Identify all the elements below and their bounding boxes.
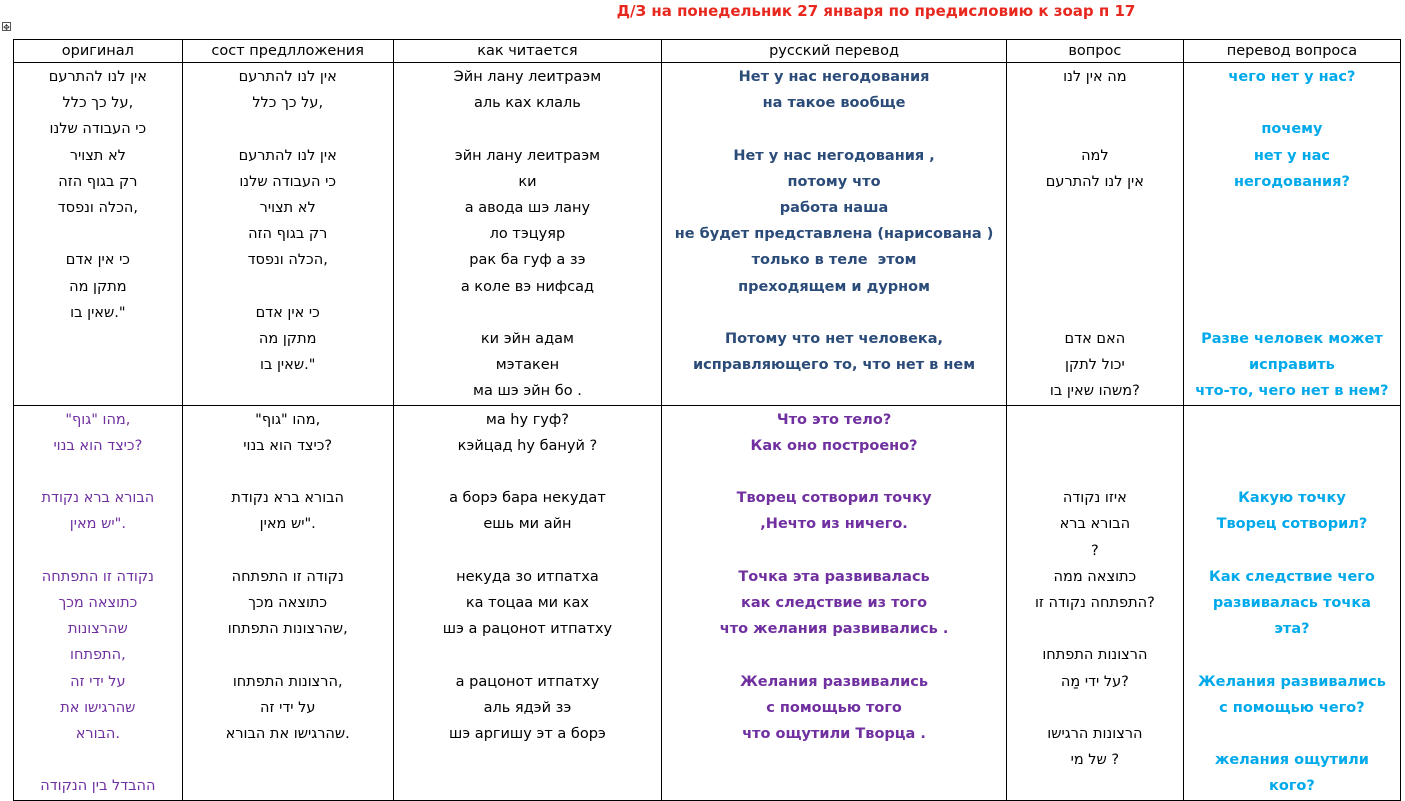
cell-line: не будет представлена (нарисована ) bbox=[674, 226, 994, 243]
cell-line: שהרצונות התפתחו, bbox=[227, 621, 348, 638]
cell-line: שהרגישו את הבורא. bbox=[225, 726, 350, 742]
cell-line: только в теле этом bbox=[751, 252, 917, 269]
cell-line: эта? bbox=[1274, 621, 1310, 638]
cell-line bbox=[1007, 274, 1183, 300]
cell-line: аль ках клаль bbox=[473, 95, 581, 112]
cell-line bbox=[14, 221, 182, 247]
cell-line: הרצונות התפתחו, bbox=[232, 673, 343, 690]
cell-original[interactable] bbox=[14, 405, 183, 800]
cell-line: יש מאין". bbox=[69, 516, 126, 533]
cell-line: ма шэ эйн бо . bbox=[473, 383, 582, 400]
cell-line: "מהו "גוף, bbox=[255, 411, 321, 428]
cell-line: כי אין אדם bbox=[65, 252, 130, 269]
cell-line bbox=[14, 538, 182, 564]
header-original: оригинал bbox=[14, 40, 183, 63]
cell-line: а рацонот итпатху bbox=[455, 673, 600, 690]
cell-line bbox=[1007, 195, 1183, 221]
header-translation: русский перевод bbox=[662, 40, 1007, 63]
cell-line: кого? bbox=[1269, 778, 1315, 795]
cell-line: а коле вэ нифсад bbox=[460, 278, 595, 295]
cell-line: הבורא ברא נקודת bbox=[231, 490, 345, 507]
header-reading: как читается bbox=[393, 40, 662, 63]
cell-line: ההבדל בין הנקודה bbox=[40, 778, 156, 795]
cell-line: Какую точку bbox=[1238, 490, 1346, 507]
cell-line bbox=[1184, 538, 1400, 564]
cell-line bbox=[662, 116, 1006, 142]
cell-line: מתקן מה bbox=[258, 331, 317, 347]
cell-line: לא תצויר bbox=[69, 147, 126, 164]
cell-line: אין לנו להתרעם bbox=[238, 147, 337, 164]
cell-structure[interactable] bbox=[182, 405, 393, 800]
cell-line: הרצונות התפתחו bbox=[1042, 647, 1148, 664]
cell-line bbox=[1184, 274, 1400, 300]
cell-line: ешь ми айн bbox=[483, 516, 572, 533]
table-row bbox=[14, 405, 1401, 800]
cell-line bbox=[1184, 459, 1400, 485]
cell-line: Творец сотворил? bbox=[1216, 516, 1368, 533]
cell-line: כי העבודה שלנו bbox=[239, 173, 337, 190]
page-title: Д/З на понедельник 27 января по предисловию к зоар п 17 bbox=[616, 2, 1136, 20]
cell-line: ки bbox=[518, 173, 537, 190]
cell-line: לא תצויר bbox=[259, 200, 316, 216]
cell-line bbox=[1184, 195, 1400, 221]
cell-line: эйн лану леитраэм bbox=[454, 147, 601, 164]
cell-line: Творец сотворил точку bbox=[736, 490, 932, 507]
cell-line: יכול לתקן bbox=[1065, 357, 1125, 374]
cell-line bbox=[1184, 433, 1400, 459]
cell-line bbox=[1007, 695, 1183, 721]
cell-line: שהרגישו את bbox=[60, 699, 136, 716]
cell-line: Как оно построено? bbox=[750, 437, 918, 454]
cell-line bbox=[1184, 407, 1400, 433]
cell-line bbox=[1184, 90, 1400, 116]
cell-line: הבורא ברא bbox=[1059, 516, 1131, 533]
cell-line bbox=[14, 459, 182, 485]
cell-line: של מי ? bbox=[1070, 752, 1120, 769]
cell-line bbox=[1007, 616, 1183, 642]
cell-line: כי העבודה שלנו bbox=[49, 121, 147, 138]
cell-question-translation[interactable] bbox=[1183, 405, 1400, 800]
cell-line: מתקן מה bbox=[69, 278, 127, 295]
cell-line bbox=[1184, 721, 1400, 747]
cell-line: על כך כלל, bbox=[252, 95, 324, 112]
cell-translation[interactable] bbox=[662, 63, 1007, 406]
header-question: вопрос bbox=[1006, 40, 1183, 63]
cell-line bbox=[394, 116, 662, 142]
cell-line bbox=[1007, 459, 1183, 485]
cell-line: על ידי זה bbox=[259, 699, 316, 716]
cell-line: מה אין לנו bbox=[1063, 69, 1127, 85]
cell-line: על ידי זה bbox=[70, 673, 126, 690]
cell-line: что желания развивались . bbox=[719, 621, 949, 638]
cell-line: негодования? bbox=[1233, 173, 1350, 190]
cell-line: משהו שאין בו? bbox=[1049, 383, 1140, 400]
cell-line: הבורא. bbox=[75, 726, 121, 743]
cell-line bbox=[1007, 116, 1183, 142]
cell-line: работа наша bbox=[779, 200, 889, 216]
cell-line: Разве человек может bbox=[1201, 330, 1383, 347]
cell-line: למה bbox=[1081, 147, 1109, 164]
cell-line: на такое вообще bbox=[762, 95, 906, 112]
cell-line: Желания развивались bbox=[740, 673, 929, 690]
cell-line: ка тоцаа ми ках bbox=[465, 595, 589, 611]
cell-line bbox=[1007, 221, 1183, 247]
cell-line: Что это тело? bbox=[776, 411, 892, 428]
cell-line: התפתחה נקודה זו? bbox=[1034, 594, 1155, 611]
cell-line bbox=[1007, 407, 1183, 433]
cell-line: нет у нас bbox=[1253, 147, 1331, 164]
cell-line: ма hу гуф? bbox=[485, 411, 569, 428]
cell-line: האם אדם bbox=[1064, 330, 1126, 347]
cell-translation[interactable] bbox=[662, 405, 1007, 800]
cell-line: כתוצאה ממה bbox=[1053, 568, 1137, 585]
header-question-translation: перевод вопроса bbox=[1183, 40, 1400, 63]
cell-question[interactable] bbox=[1006, 63, 1183, 406]
cell-line: הבורא ברא נקודת bbox=[41, 490, 155, 507]
cell-line: כתוצאה מכך bbox=[58, 595, 138, 611]
cell-line: הכלה ונפסד, bbox=[57, 200, 138, 217]
cell-line bbox=[662, 459, 1006, 485]
cell-line: איזו נקודה bbox=[1062, 490, 1127, 507]
cell-line bbox=[394, 642, 662, 668]
cell-line: что-то, чего нет в нем? bbox=[1195, 383, 1389, 400]
cell-line: как следствие из того bbox=[741, 595, 928, 611]
cell-line: אין לנו להתרעם bbox=[48, 69, 147, 85]
cell-line: Как следствие чего bbox=[1209, 568, 1375, 585]
cell-line: התפתחו, bbox=[70, 647, 126, 664]
cell-structure[interactable] bbox=[182, 63, 393, 406]
cell-line: исправляющего то, что нет в нем bbox=[692, 357, 976, 374]
cell-line: аль ядэй зэ bbox=[483, 699, 572, 716]
cell-line: почему bbox=[1261, 121, 1323, 138]
cell-line: יש מאין". bbox=[259, 516, 316, 533]
cell-line bbox=[1184, 221, 1400, 247]
table-move-handle-icon[interactable]: ✥ bbox=[3, 23, 10, 32]
cell-line bbox=[662, 300, 1006, 326]
cell-line bbox=[394, 300, 662, 326]
cell-line: הכלה ונפסד, bbox=[247, 252, 328, 269]
cell-line: Нет у нас негодования , bbox=[733, 147, 935, 164]
cell-line: ло тэцуяр bbox=[489, 226, 566, 243]
cell-question[interactable] bbox=[1006, 405, 1183, 800]
cell-line: мэтакен bbox=[495, 357, 560, 374]
cell-line bbox=[662, 642, 1006, 668]
cell-line: נקודה זו התפתחה bbox=[231, 568, 344, 585]
cell-line bbox=[394, 538, 662, 564]
cell-line bbox=[183, 538, 393, 564]
cell-line: Точка эта развивалась bbox=[738, 568, 930, 585]
cell-line: Потому что нет человека, bbox=[725, 331, 944, 347]
cell-original[interactable] bbox=[14, 63, 183, 406]
cell-line: כיצד הוא בנוי? bbox=[53, 437, 143, 454]
cell-line: Нет у нас негодования bbox=[738, 69, 930, 85]
cell-line bbox=[183, 116, 393, 142]
cell-line: шэ аргишу эт а борэ bbox=[448, 726, 606, 742]
cell-line: רק בגוף הזה bbox=[248, 226, 328, 243]
cell-line: кэйцад hу бануй ? bbox=[457, 437, 598, 454]
cell-line: שאין בו." bbox=[260, 357, 316, 374]
cell-line bbox=[394, 459, 662, 485]
cell-line: шэ а рацонот итпатху bbox=[442, 621, 613, 638]
cell-line: אין לנו להתרעם bbox=[238, 69, 337, 85]
cell-line: с помощью чего? bbox=[1219, 699, 1365, 716]
cell-line bbox=[1007, 90, 1183, 116]
cell-line: הרצונות הרגישו bbox=[1047, 725, 1143, 742]
cell-line: а авода шэ лану bbox=[464, 200, 591, 216]
cell-line: ки эйн адам bbox=[480, 331, 574, 347]
cell-line: желания ощутили bbox=[1214, 752, 1369, 769]
cell-line bbox=[1184, 247, 1400, 273]
table-row bbox=[14, 63, 1401, 406]
cell-line bbox=[662, 538, 1006, 564]
cell-line: некуда зо итпатха bbox=[456, 568, 599, 585]
cell-reading[interactable] bbox=[393, 63, 662, 406]
cell-line: что ощутили Творца . bbox=[742, 726, 926, 742]
cell-line: с помощью того bbox=[766, 699, 902, 716]
cell-line bbox=[183, 274, 393, 300]
header-structure: сост предлложения bbox=[182, 40, 393, 63]
cell-line bbox=[183, 459, 393, 485]
cell-line: развивалась точка bbox=[1212, 594, 1371, 611]
cell-line bbox=[183, 642, 393, 668]
cell-line: נקודה זו התפתחה bbox=[41, 568, 154, 585]
cell-line: רק בגוף הזה bbox=[58, 173, 138, 190]
cell-line: Эйн лану леитраэм bbox=[453, 69, 602, 85]
cell-line: ? bbox=[1091, 542, 1099, 559]
cell-reading[interactable] bbox=[393, 405, 662, 800]
cell-line: преходящем и дурном bbox=[738, 278, 930, 295]
table-header-row bbox=[14, 40, 1401, 63]
cell-line: исправить bbox=[1249, 357, 1335, 374]
homework-table bbox=[13, 39, 1401, 801]
cell-line bbox=[1007, 300, 1183, 326]
cell-question-translation[interactable] bbox=[1183, 63, 1400, 406]
cell-line bbox=[1007, 433, 1183, 459]
cell-line: потому что bbox=[787, 173, 881, 190]
cell-line bbox=[14, 747, 182, 773]
cell-line bbox=[1184, 642, 1400, 668]
cell-line: а борэ бара некудат bbox=[449, 490, 606, 507]
cell-line: כי אין אדם bbox=[255, 304, 320, 321]
cell-line: שהרצונות bbox=[67, 621, 128, 638]
cell-line: כיצד הוא בנוי? bbox=[243, 437, 333, 454]
cell-line: "מהו "גוף, bbox=[65, 411, 131, 428]
cell-line: рак ба гуф а зэ bbox=[469, 252, 586, 269]
cell-line: Желания развивались bbox=[1197, 673, 1386, 690]
cell-line: чего нет у нас? bbox=[1228, 69, 1356, 85]
cell-line: שאין בו." bbox=[70, 304, 126, 321]
cell-line: על כך כלל, bbox=[62, 95, 134, 112]
cell-line: אין לנו להתרעם bbox=[1045, 173, 1144, 190]
cell-line: על ידי מַה? bbox=[1060, 673, 1129, 690]
cell-line bbox=[1184, 300, 1400, 326]
cell-line: ,Нечто из ничего. bbox=[760, 516, 908, 533]
cell-line bbox=[1007, 247, 1183, 273]
cell-line: כתוצאה מכך bbox=[248, 595, 328, 611]
